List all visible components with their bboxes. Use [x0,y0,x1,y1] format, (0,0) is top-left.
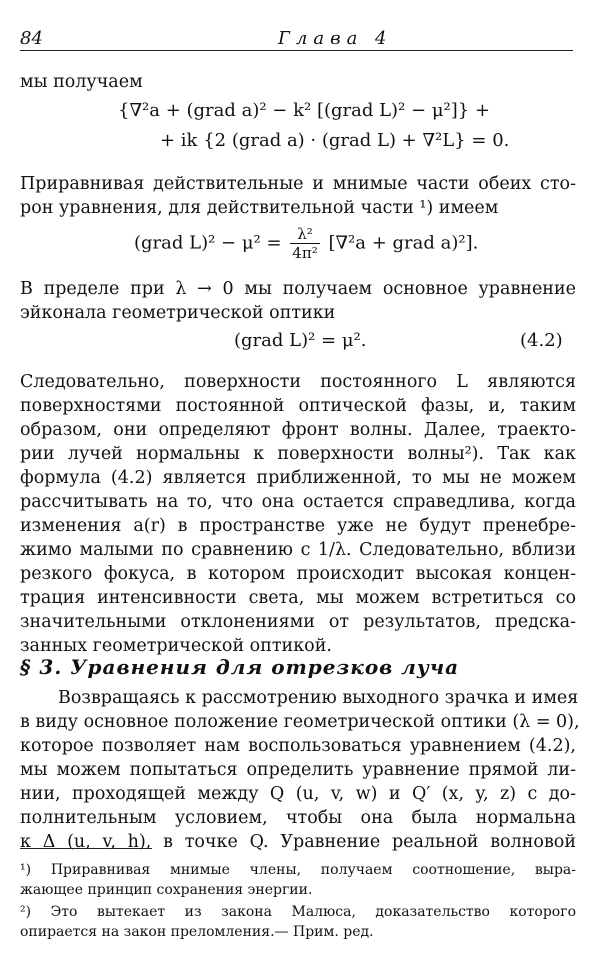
text-line: Приравнивая действительные и мнимые части обеих сто- [20,174,576,194]
text-line: мы получаем [20,72,143,92]
equation-part: (grad L)² − μ² = [134,232,282,254]
page-number: 84 [20,28,43,49]
footnote-line: ²) Это вытекает из закона Малюса, доказательство которого [20,904,576,920]
footnote-line: жающее принцип сохранения энергии. [20,882,313,898]
equation-4-2: (grad L)² = μ². [234,330,367,351]
text-line: жимо малыми по сравнению с 1/λ. Следовательно, вблизи [20,540,576,560]
text-line: изменения a(r) в пространстве уже не будут пренебре- [20,516,576,536]
text-line: в виду основное положение геометрической оптики (λ = 0), [20,712,580,732]
equation-number: (4.2) [520,330,563,351]
text-line: рон уравнения, для действительной части ¹) имеем [20,198,499,218]
footnote-line: ¹) Приравнивая мнимые члены, получаем соотношение, выра- [20,862,576,878]
equation-line: + ik {2 (grad a) · (grad L) + ∇²L} = 0. [160,130,510,151]
fraction [290,225,319,262]
text-line: резкого фокуса, в котором происходит высокая концен- [20,564,576,584]
text-line: Следовательно, поверхности постоянного L являются [20,372,576,392]
fraction-numerator: λ² [290,225,319,244]
text-line: поверхностями постоянной оптической фазы, и, таким [20,396,576,416]
equation-2 [134,225,478,262]
text-line: В пределе при λ → 0 мы получаем основное уравнение [20,279,576,299]
text-line: полнительным условием, чтобы она была нормальна [20,808,576,828]
text-line: Возвращаясь к рассмотрению выходного зрачка и имея [58,688,579,708]
text-line: образом, они определяют фронт волны. Далее, траекто- [20,420,576,440]
text-line: занных геометрической оптикой. [20,636,332,656]
text-line: к Δ (u, v, h), в точке Q. Уравнение реальной волновой [20,832,576,852]
running-title: Глава 4 [278,28,393,49]
text-line: нии, проходящей между Q (u, v, w) и Q′ (x, y, z) с до- [20,784,576,804]
text-line: рассчитывать на то, что она остается справедлива, когда [20,492,576,512]
text-line: значительными отклонениями от результатов, предска- [20,612,576,632]
text-line: рии лучей нормальны к поверхности волны²). Так как [20,444,576,464]
footnote-line: опирается на закон преломления.— Прим. ред. [20,924,374,940]
text-line: эйконала геометрической оптики [20,303,336,323]
fraction-denominator: 4π² [292,244,318,262]
footnote-divider [20,848,152,849]
text-line: мы можем попытаться определить уравнение прямой ли- [20,760,576,780]
page-header [20,28,573,51]
text-line: формула (4.2) является приближенной, то мы не можем [20,468,576,488]
text-line: трация интенсивности света, мы можем встретиться со [20,588,576,608]
section-heading: § 3. Уравнения для отрезков луча [20,655,460,679]
equation-part: [∇²a + grad a)²]. [328,232,479,254]
equation-line: {∇²a + (grad a)² − k² [(grad L)² − μ²]} + [118,100,491,121]
text-line: которое позволяет нам воспользоваться уравнением (4.2), [20,736,576,756]
